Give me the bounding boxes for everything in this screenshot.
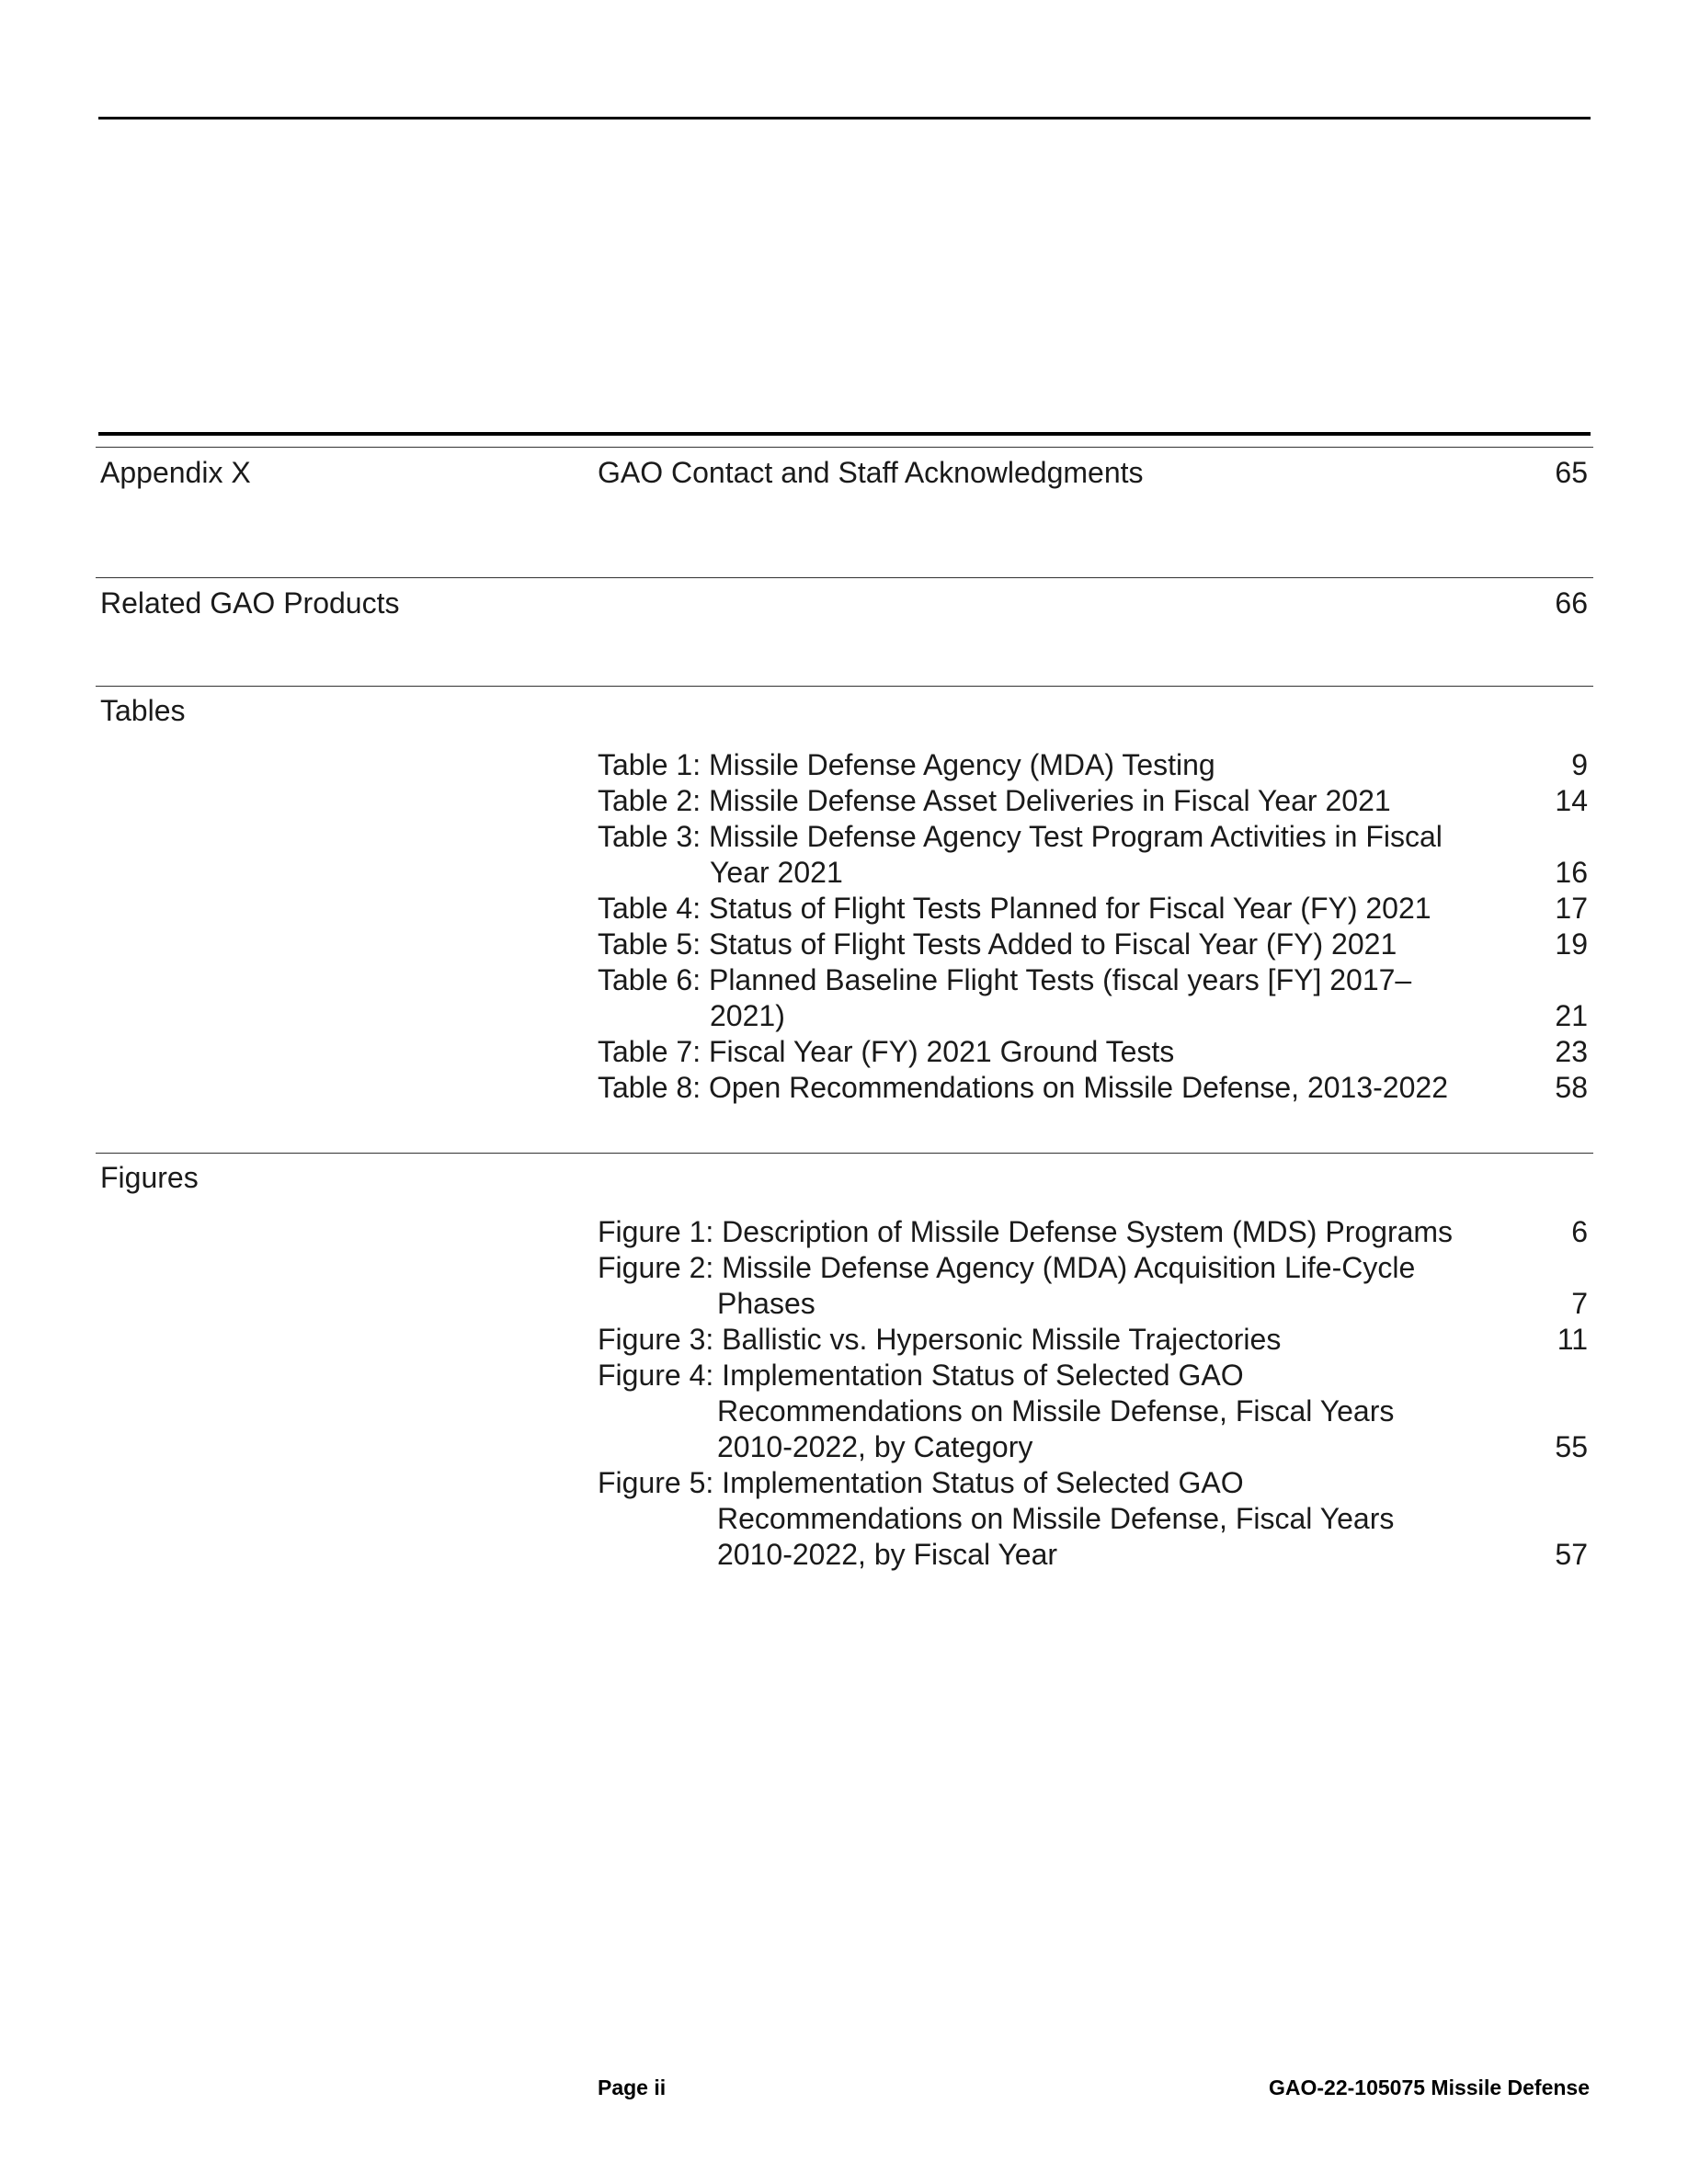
toc-entry-text: Table 4: Status of Flight Tests Planned for Fiscal Year (FY) 2021 <box>598 892 1431 925</box>
toc-entry[interactable] <box>598 1070 1588 1106</box>
tables-heading: Tables <box>100 694 186 727</box>
toc-entry[interactable] <box>598 1250 1588 1322</box>
toc-entry-page: 16 <box>1555 856 1588 889</box>
section-rule-related <box>96 577 1593 578</box>
toc-entry-text: Table 5: Status of Flight Tests Added to Fiscal Year (FY) 2021 <box>598 927 1397 961</box>
toc-entry-page: 9 <box>1571 748 1588 781</box>
related-products-page: 66 <box>1555 586 1588 620</box>
toc-entry-text: Table 8: Open Recommendations on Missile Defense, 2013-2022 <box>598 1071 1448 1104</box>
toc-entry-text-continued: Recommendations on Missile Defense, Fiscal Years <box>717 1394 1395 1428</box>
toc-entry[interactable] <box>598 1465 1588 1573</box>
section-rule-tables <box>96 686 1593 687</box>
toc-entry-page: 6 <box>1571 1215 1588 1248</box>
toc-entry-page: 55 <box>1555 1430 1588 1463</box>
toc-entry-page: 7 <box>1571 1287 1588 1320</box>
toc-entry[interactable] <box>598 747 1588 783</box>
toc-entry-text: Figure 3: Ballistic vs. Hypersonic Missile Trajectories <box>598 1323 1282 1356</box>
toc-entry[interactable] <box>598 927 1588 962</box>
toc-entry-page: 58 <box>1555 1071 1588 1104</box>
toc-entry-text: Table 7: Fiscal Year (FY) 2021 Ground Tests <box>598 1035 1175 1068</box>
toc-entry-text-continued: 2021) <box>710 999 785 1032</box>
toc-entry[interactable] <box>598 891 1588 927</box>
toc-entry-text: Figure 5: Implementation Status of Selected GAO <box>598 1466 1244 1499</box>
section-rule-figures <box>96 1153 1593 1154</box>
footer-page-label: Page ii <box>598 2076 667 2099</box>
toc-entry-text: Table 1: Missile Defense Agency (MDA) Testing <box>598 748 1215 781</box>
section-rule-appendix <box>96 447 1593 448</box>
toc-entry[interactable] <box>598 1214 1588 1250</box>
toc-entry-page: 21 <box>1555 999 1588 1032</box>
figures-heading: Figures <box>100 1161 199 1194</box>
toc-entry[interactable] <box>598 1322 1588 1358</box>
toc-entry-text-continued: Recommendations on Missile Defense, Fiscal Years <box>717 1502 1395 1535</box>
toc-entry-page: 14 <box>1555 784 1588 817</box>
toc-entry-text: Table 2: Missile Defense Asset Deliveries in Fiscal Year 2021 <box>598 784 1391 817</box>
toc-entry-text: Table 6: Planned Baseline Flight Tests (fiscal years [FY] 2017– <box>598 963 1412 996</box>
appendix-x-title[interactable]: GAO Contact and Staff Acknowledgments <box>598 456 1144 489</box>
appendix-x-page: 65 <box>1555 456 1588 489</box>
section-rule-thick <box>98 432 1591 436</box>
toc-entry-page: 17 <box>1555 892 1588 925</box>
toc-entry-page: 19 <box>1555 927 1588 961</box>
toc-entry[interactable] <box>598 962 1588 1034</box>
toc-entry-text: Figure 2: Missile Defense Agency (MDA) Acquisition Life-Cycle <box>598 1251 1416 1284</box>
toc-entry-text: Table 3: Missile Defense Agency Test Program Activities in Fiscal <box>598 820 1443 853</box>
toc-entry-text: Figure 1: Description of Missile Defense System (MDS) Programs <box>598 1215 1454 1248</box>
toc-entry[interactable] <box>598 783 1588 819</box>
footer-report-id: GAO-22-105075 Missile Defense <box>1268 2076 1590 2099</box>
toc-entry-text-continued: Year 2021 <box>710 856 843 889</box>
tables-list <box>598 747 1588 1106</box>
toc-entry-page: 11 <box>1557 1323 1588 1356</box>
toc-entry[interactable] <box>598 1034 1588 1070</box>
toc-entry-text-continued: Phases <box>717 1287 815 1320</box>
appendix-x-label: Appendix X <box>100 456 251 489</box>
toc-entry-text-continued: 2010-2022, by Fiscal Year <box>717 1538 1058 1571</box>
toc-entry[interactable] <box>598 819 1588 891</box>
related-products-label[interactable]: Related GAO Products <box>100 586 400 620</box>
top-rule <box>98 117 1591 119</box>
toc-entry-text: Figure 4: Implementation Status of Selected GAO <box>598 1359 1244 1392</box>
toc-entry-page: 57 <box>1555 1538 1588 1571</box>
toc-entry-text-continued: 2010-2022, by Category <box>717 1430 1033 1463</box>
toc-entry-page: 23 <box>1555 1035 1588 1068</box>
toc-entry[interactable] <box>598 1358 1588 1465</box>
figures-list <box>598 1214 1588 1573</box>
